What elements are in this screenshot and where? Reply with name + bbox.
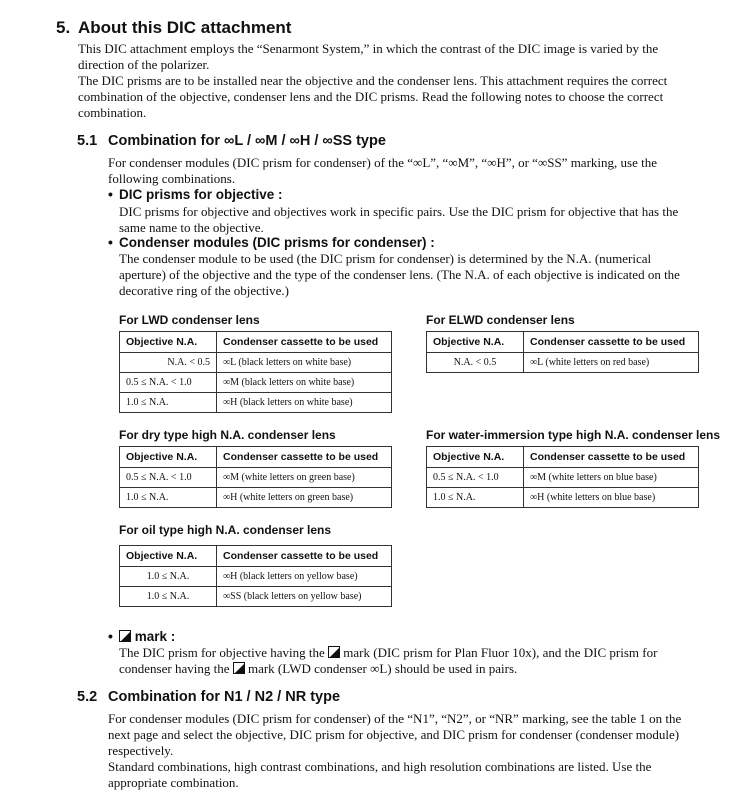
bullet-text xyxy=(119,251,719,299)
text-line: Standard combinations, high contrast combinations, and high resolution combinations are listed. Use the xyxy=(108,759,652,774)
text-segment: mark (DIC prism for Plan Fluor 10x), and the DIC prism for xyxy=(343,645,658,660)
table-cell: 1.0 ≤ N.A. xyxy=(427,488,524,508)
text-line: same name to the objective. xyxy=(119,220,264,235)
table-title-lwd: For LWD condenser lens xyxy=(119,313,260,327)
mark-text xyxy=(119,645,719,677)
text-segment: mark (LWD condenser ∞L) should be used in pairs. xyxy=(247,661,518,676)
bullet-dot: • xyxy=(108,234,113,250)
text-line: combination. xyxy=(78,105,147,120)
table-title-dry: For dry type high N.A. condenser lens xyxy=(119,428,336,442)
table-cell: ∞L (white letters on red base) xyxy=(524,353,699,373)
subsection-heading-5-1 xyxy=(77,133,386,149)
subsection-title: Combination for ∞L / ∞M / ∞H / ∞SS type xyxy=(108,133,386,149)
table-lwd xyxy=(119,331,392,413)
text-segment: The DIC prism for objective having the xyxy=(119,645,325,660)
section-title: About this DIC attachment xyxy=(78,18,292,37)
table-oil xyxy=(119,545,392,607)
table-title-water: For water-immersion type high N.A. condenser lens xyxy=(426,428,721,442)
bullet-text xyxy=(119,204,719,236)
text-line: For condenser modules (DIC prism for condenser) of the “N1”, “N2”, or “NR” marking, see the table 1 on the xyxy=(108,711,682,726)
table-row xyxy=(120,393,392,413)
table-water xyxy=(426,446,699,508)
column-header: Condenser cassette to be used xyxy=(217,447,392,468)
table-cell: 1.0 ≤ N.A. xyxy=(120,567,217,587)
section-heading xyxy=(56,18,291,38)
bullet-title: Condenser modules (DIC prisms for condenser) : xyxy=(119,235,435,250)
column-header: Objective N.A. xyxy=(120,546,217,567)
table-row xyxy=(120,468,392,488)
bullet-title: DIC prisms for objective : xyxy=(119,187,283,202)
table-row xyxy=(120,373,392,393)
text-line xyxy=(119,645,719,661)
half-filled-mark-icon xyxy=(328,646,340,658)
table-header-row xyxy=(427,447,699,468)
subsection-heading-5-2 xyxy=(77,689,340,705)
text-line: The condenser module to be used (the DIC prism for condenser) is determined by the N.A. (numerical xyxy=(119,251,652,266)
table-row xyxy=(427,488,699,508)
text-line: aperture) of the objective and the type of the condenser lens. (The N.A. of each objective is indicated on the xyxy=(119,267,680,282)
table-title-elwd: For ELWD condenser lens xyxy=(426,313,575,327)
bullet-condenser-modules xyxy=(108,234,435,250)
table-cell: ∞M (black letters on white base) xyxy=(217,373,392,393)
text-line: The DIC prisms are to be installed near the objective and the condenser lens. This attachment requires the correct xyxy=(78,73,668,88)
table-cell: 0.5 ≤ N.A. < 1.0 xyxy=(120,468,217,488)
table-cell: 0.5 ≤ N.A. < 1.0 xyxy=(427,468,524,488)
table-cell: 1.0 ≤ N.A. xyxy=(120,587,217,607)
column-header: Condenser cassette to be used xyxy=(217,546,392,567)
text-line: This DIC attachment employs the “Senarmont System,” in which the contrast of the DIC image is varied by the xyxy=(78,41,659,56)
table-header-row xyxy=(427,332,699,353)
column-header: Condenser cassette to be used xyxy=(217,332,392,353)
table-header-row xyxy=(120,546,392,567)
section-number: 5. xyxy=(56,18,71,37)
table-cell: 0.5 ≤ N.A. < 1.0 xyxy=(120,373,217,393)
column-header: Objective N.A. xyxy=(427,447,524,468)
bullet-mark xyxy=(108,628,175,644)
text-line: following combinations. xyxy=(108,171,236,186)
text-line: combination of the objective, condenser lens and the DIC prisms. Read the following notes to choose the correct xyxy=(78,89,664,104)
text-line: For condenser modules (DIC prism for condenser) of the “∞L”, “∞M”, “∞H”, or “∞SS” marking, use the xyxy=(108,155,657,170)
subsection-number: 5.2 xyxy=(77,689,98,705)
half-filled-mark-icon xyxy=(233,662,245,674)
table-row xyxy=(427,353,699,373)
bullet-title: mark : xyxy=(134,629,176,644)
text-line: respectively. xyxy=(108,743,174,758)
table-row xyxy=(120,353,392,373)
table-row xyxy=(120,488,392,508)
column-header: Objective N.A. xyxy=(120,332,217,353)
column-header: Objective N.A. xyxy=(427,332,524,353)
bullet-dot: • xyxy=(108,186,113,202)
text-line xyxy=(119,661,719,677)
table-cell: ∞H (black letters on yellow base) xyxy=(217,567,392,587)
subsection-number: 5.1 xyxy=(77,133,98,149)
table-cell: 1.0 ≤ N.A. xyxy=(120,488,217,508)
table-cell: ∞H (white letters on green base) xyxy=(217,488,392,508)
column-header: Objective N.A. xyxy=(120,447,217,468)
table-cell: ∞H (black letters on white base) xyxy=(217,393,392,413)
table-dry xyxy=(119,446,392,508)
text-line: direction of the polarizer. xyxy=(78,57,210,72)
subsection-text xyxy=(108,711,723,791)
table-cell: ∞H (white letters on blue base) xyxy=(524,488,699,508)
table-cell: ∞SS (black letters on yellow base) xyxy=(217,587,392,607)
table-row xyxy=(427,468,699,488)
table-header-row xyxy=(120,332,392,353)
table-cell: 1.0 ≤ N.A. xyxy=(120,393,217,413)
table-title-oil: For oil type high N.A. condenser lens xyxy=(119,523,332,537)
table-row xyxy=(120,567,392,587)
subsection-intro xyxy=(108,155,718,187)
bullet-dot: • xyxy=(108,628,113,644)
column-header: Condenser cassette to be used xyxy=(524,447,699,468)
text-line: next page and select the objective, DIC prism for objective, and DIC prism for condenser (condenser module) xyxy=(108,727,680,742)
text-line: decorative ring of the objective.) xyxy=(119,283,290,298)
intro-paragraph xyxy=(78,41,718,121)
table-elwd xyxy=(426,331,699,373)
bullet-dic-prisms-objective xyxy=(108,186,283,202)
table-header-row xyxy=(120,447,392,468)
text-line: DIC prisms for objective and objectives work in specific pairs. Use the DIC prism for objective that has the xyxy=(119,204,679,219)
table-cell: N.A. < 0.5 xyxy=(427,353,524,373)
table-cell: N.A. < 0.5 xyxy=(120,353,217,373)
text-segment: condenser having the xyxy=(119,661,230,676)
subsection-title: Combination for N1 / N2 / NR type xyxy=(108,689,341,705)
half-filled-mark-icon xyxy=(119,630,131,642)
table-cell: ∞L (black letters on white base) xyxy=(217,353,392,373)
table-row xyxy=(120,587,392,607)
text-line: appropriate combination. xyxy=(108,775,239,790)
table-cell: ∞M (white letters on blue base) xyxy=(524,468,699,488)
table-cell: ∞M (white letters on green base) xyxy=(217,468,392,488)
column-header: Condenser cassette to be used xyxy=(524,332,699,353)
